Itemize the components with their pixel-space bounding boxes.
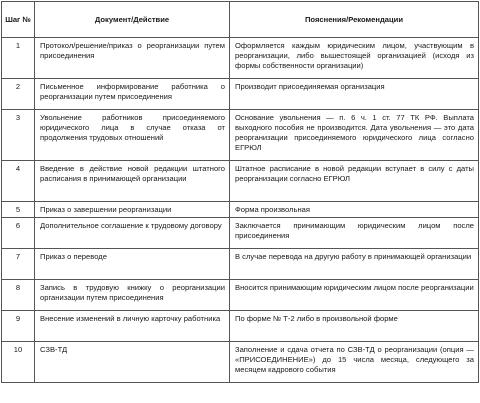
- step-document: СЗВ-ТД: [35, 342, 230, 383]
- step-number: 5: [2, 202, 35, 218]
- table-header-row: [2, 2, 479, 38]
- step-note: Штатное расписание в новой редакции вступает в силу с даты реорганизации согласно ЕГРЮЛ: [230, 161, 479, 202]
- step-number: 2: [2, 79, 35, 110]
- table-row: [2, 202, 479, 218]
- step-number: 7: [2, 249, 35, 280]
- step-note: Заполнение и сдача отчета по СЗВ-ТД о реорганизации (опция — «ПРИСОЕДИНЕНИЕ») до 15 числа месяца, следующего за месяцем кадрового события: [230, 342, 479, 383]
- step-number: 8: [2, 280, 35, 311]
- step-note: Заключается принимающим юридическим лицом после присоединения: [230, 218, 479, 249]
- table-row: [2, 249, 479, 280]
- step-note: Производит присоединяемая организация: [230, 79, 479, 110]
- step-document: Приказ о переводе: [35, 249, 230, 280]
- step-number: 3: [2, 110, 35, 161]
- step-note: Вносится принимающим юридическим лицом после реорганизации: [230, 280, 479, 311]
- table-row: [2, 311, 479, 342]
- step-document: Введение в действие новой редакции штатного расписания в принимающей организации: [35, 161, 230, 202]
- step-document: Приказ о завершении реорганизации: [35, 202, 230, 218]
- step-number: 10: [2, 342, 35, 383]
- step-number: 6: [2, 218, 35, 249]
- table-row: [2, 280, 479, 311]
- step-number: 4: [2, 161, 35, 202]
- step-document: Внесение изменений в личную карточку работника: [35, 311, 230, 342]
- reorganization-table-wrapper: [1, 1, 479, 383]
- step-note: В случае перевода на другую работу в принимающей организации: [230, 249, 479, 280]
- step-note: По форме № Т-2 либо в произвольной форме: [230, 311, 479, 342]
- step-note: Основание увольнения — п. 6 ч. 1 ст. 77 ТК РФ. Выплата выходного пособия не производится. Дата увольнения — это дата реорганизации присоединяемого юридического лица согласно ЕГРЮЛ: [230, 110, 479, 161]
- reorganization-steps-table: [1, 1, 479, 383]
- table-row: [2, 79, 479, 110]
- step-note: Форма произвольная: [230, 202, 479, 218]
- step-document: Увольнение работников присоединяемого юридического лица в случае отказа от продолжения трудовых отношений: [35, 110, 230, 161]
- step-note: Оформляется каждым юридическим лицом, участвующим в реорганизации, либо вышестоящей организацией (исходя из формы собственности организации): [230, 38, 479, 79]
- table-row: [2, 342, 479, 383]
- step-document: Дополнительное соглашение к трудовому договору: [35, 218, 230, 249]
- table-row: [2, 161, 479, 202]
- table-row: [2, 218, 479, 249]
- header-step: Шаг №: [2, 2, 35, 38]
- table-row: [2, 110, 479, 161]
- header-notes: Пояснения/Рекомендации: [230, 2, 479, 38]
- table-row: [2, 38, 479, 79]
- step-document: Запись в трудовую книжку о реорганизации организации путем присоединения: [35, 280, 230, 311]
- step-number: 9: [2, 311, 35, 342]
- step-document: Протокол/решение/приказ о реорганизации путем присоединения: [35, 38, 230, 79]
- step-number: 1: [2, 38, 35, 79]
- header-document: Документ/Действие: [35, 2, 230, 38]
- step-document: Письменное информирование работника о реорганизации путем присоединения: [35, 79, 230, 110]
